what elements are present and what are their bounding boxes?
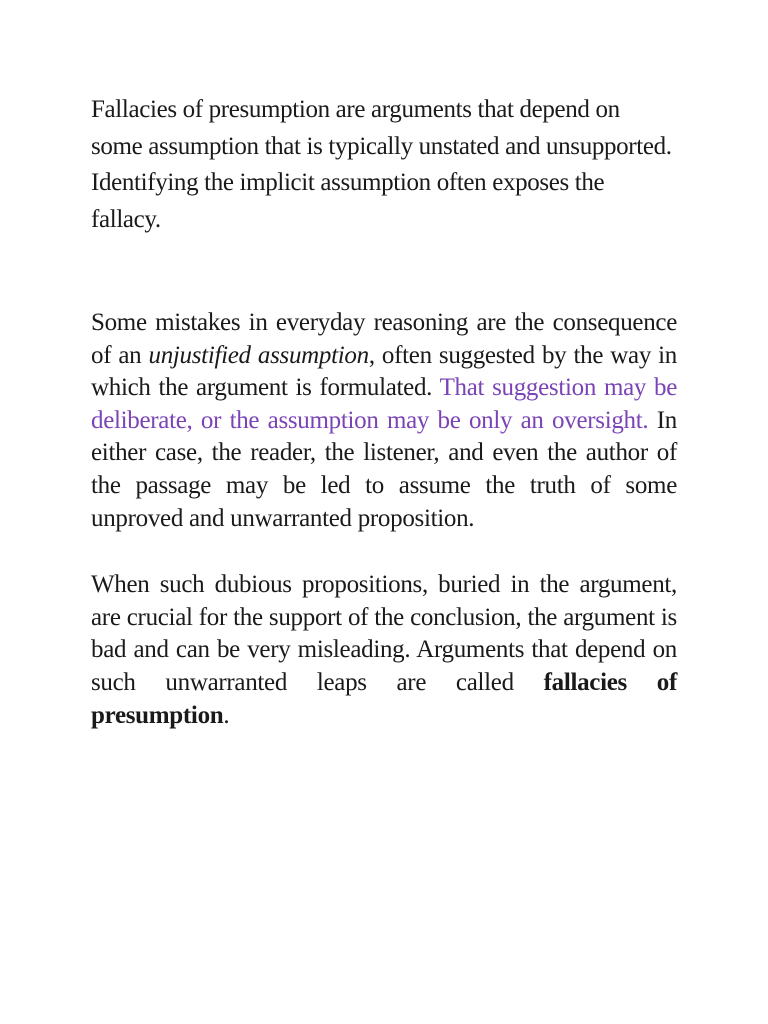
unjustified-assumption-term: unjustified assumption [148,341,369,369]
paragraph2-text-end: In either case, the reader, the listener, and even the author of the passage may be led to assume the truth of some unproved and unwarranted proposition. [91,406,677,532]
paragraph3-text-start: When such dubious propositions, buried in the argument, are crucial for the support of the conclusion, the argument is bad and can be very misleading. Arguments that depend on such unwarranted leaps are called [91,571,677,696]
document-page [91,92,677,732]
paragraph2-text-middle: , often suggested by the way in which the argument is formulated. [91,341,677,402]
fallacies-of-presumption-term: fallacies of presumption [91,668,677,729]
body-paragraph-fallacies-definition [91,569,677,732]
paragraph2-text-start: Some mistakes in everyday reasoning are the consequence of an [91,309,677,369]
body-paragraph-unjustified-assumption [91,307,677,535]
intro-paragraph: Fallacies of presumption are arguments that depend on some assumption that is typically unstated and unsupported. Identifying the implicit assumption often exposes the fallacy. [91,96,672,233]
highlighted-sentence: That suggestion may be deliberate, or the assumption may be only an oversight. [91,374,677,434]
paragraph3-text-end: . [223,701,230,729]
